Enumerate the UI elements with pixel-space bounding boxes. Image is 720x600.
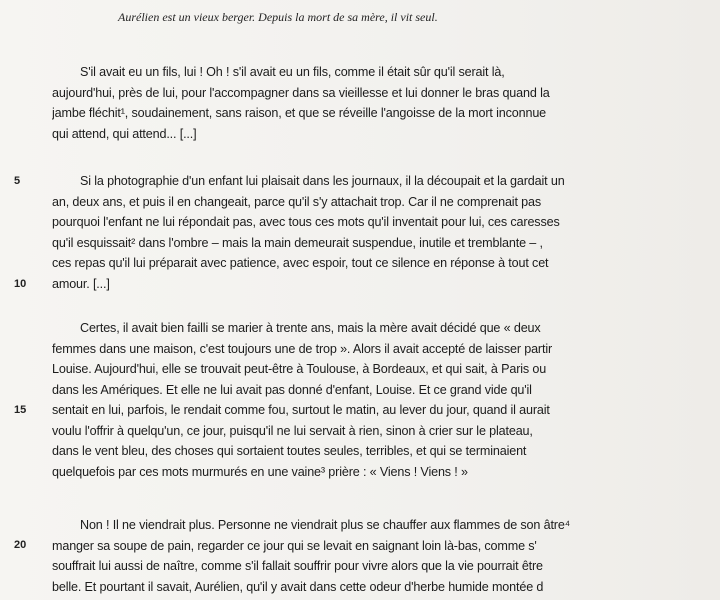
line-number-5: 5 <box>14 175 21 187</box>
text-line: ces repas qu'il lui préparait avec patience, avec espoir, tout ce silence en réponse à tout cet <box>52 256 549 270</box>
intro-text: Aurélien est un vieux berger. Depuis la mort de sa mère, il vit seul. <box>118 10 438 24</box>
text-line: aujourd'hui, près de lui, pour l'accompagner dans sa vieillesse et lui donner le bras quand la <box>52 85 550 100</box>
text-line: femmes dans une maison, c'est toujours une de trop ». Alors il avait accepté de laisser partir <box>52 341 553 356</box>
text-line: souffrait lui aussi de naître, comme s'il fallait souffrir pour vivre alors que la vie pourrait être <box>52 559 543 573</box>
text-line: belle. Et pourtant il savait, Aurélien, qu'il y avait dans cette odeur d'herbe humide montée d <box>52 579 544 594</box>
text-line: qui attend, qui attend... [...] <box>52 126 197 141</box>
text-line: qu'il esquissait² dans l'ombre – mais la main demeurait suspendue, inutile et tremblante – , <box>52 235 543 250</box>
text-line: amour. [...] <box>52 276 110 291</box>
text-line: dans les Amériques. Et elle ne lui avait pas donné d'enfant, Louise. Et ce grand vide qu'il <box>52 382 532 397</box>
text-line: dans le vent bleu, des choses qui sortaient toutes seules, terribles, et qui se terminaient <box>52 444 527 458</box>
text-line: manger sa soupe de pain, regarder ce jour qui se levait en saignant loin là-bas, comme s' <box>52 538 537 553</box>
line-number-20: 20 <box>14 539 27 551</box>
line-number-10: 10 <box>14 278 27 290</box>
text-line: Si la photographie d'un enfant lui plaisait dans les journaux, il la découpait et la gardait un <box>80 174 565 188</box>
text-line: voulu l'offrir à quelqu'un, ce jour, puisqu'il ne lui servait à rien, sinon à crier sur le plateau, <box>52 423 533 438</box>
text-line: Louise. Aujourd'hui, elle se trouvait peut-être à Toulouse, à Bordeaux, et qui sait, à Paris ou <box>52 362 547 376</box>
text-line: pourquoi l'enfant ne lui répondait pas, avec tous ces mots qu'il inventait pour lui, ces caresses <box>52 215 560 229</box>
text-line: Non ! Il ne viendrait plus. Personne ne viendrait plus se chauffer aux flammes de son âtre⁴ <box>80 518 570 532</box>
text-line: S'il avait eu un fils, lui ! Oh ! s'il avait eu un fils, comme il était sûr qu'il serait là, <box>80 65 505 79</box>
text-line: an, deux ans, et puis il en changeait, parce qu'il s'y attachait trop. Car il ne comprenait pas <box>52 194 541 209</box>
text-line: sentait en lui, parfois, le rendait comme fou, surtout le matin, au lever du jour, quand il aurait <box>52 403 550 417</box>
paragraph-3 <box>52 318 712 482</box>
line-number-15: 15 <box>14 404 27 416</box>
text-line: Certes, il avait bien failli se marier à trente ans, mais la mère avait décidé que « deux <box>80 321 541 335</box>
text-line: quelquefois par ces mots murmurés en une vaine³ prière : « Viens ! Viens ! » <box>52 464 468 479</box>
paragraph-1 <box>52 62 712 144</box>
paragraph-4 <box>52 515 712 597</box>
paragraph-2 <box>52 171 712 294</box>
text-line: jambe fléchit¹, soudainement, sans raison, et que se réveille l'angoisse de la mort inconnue <box>52 106 547 120</box>
